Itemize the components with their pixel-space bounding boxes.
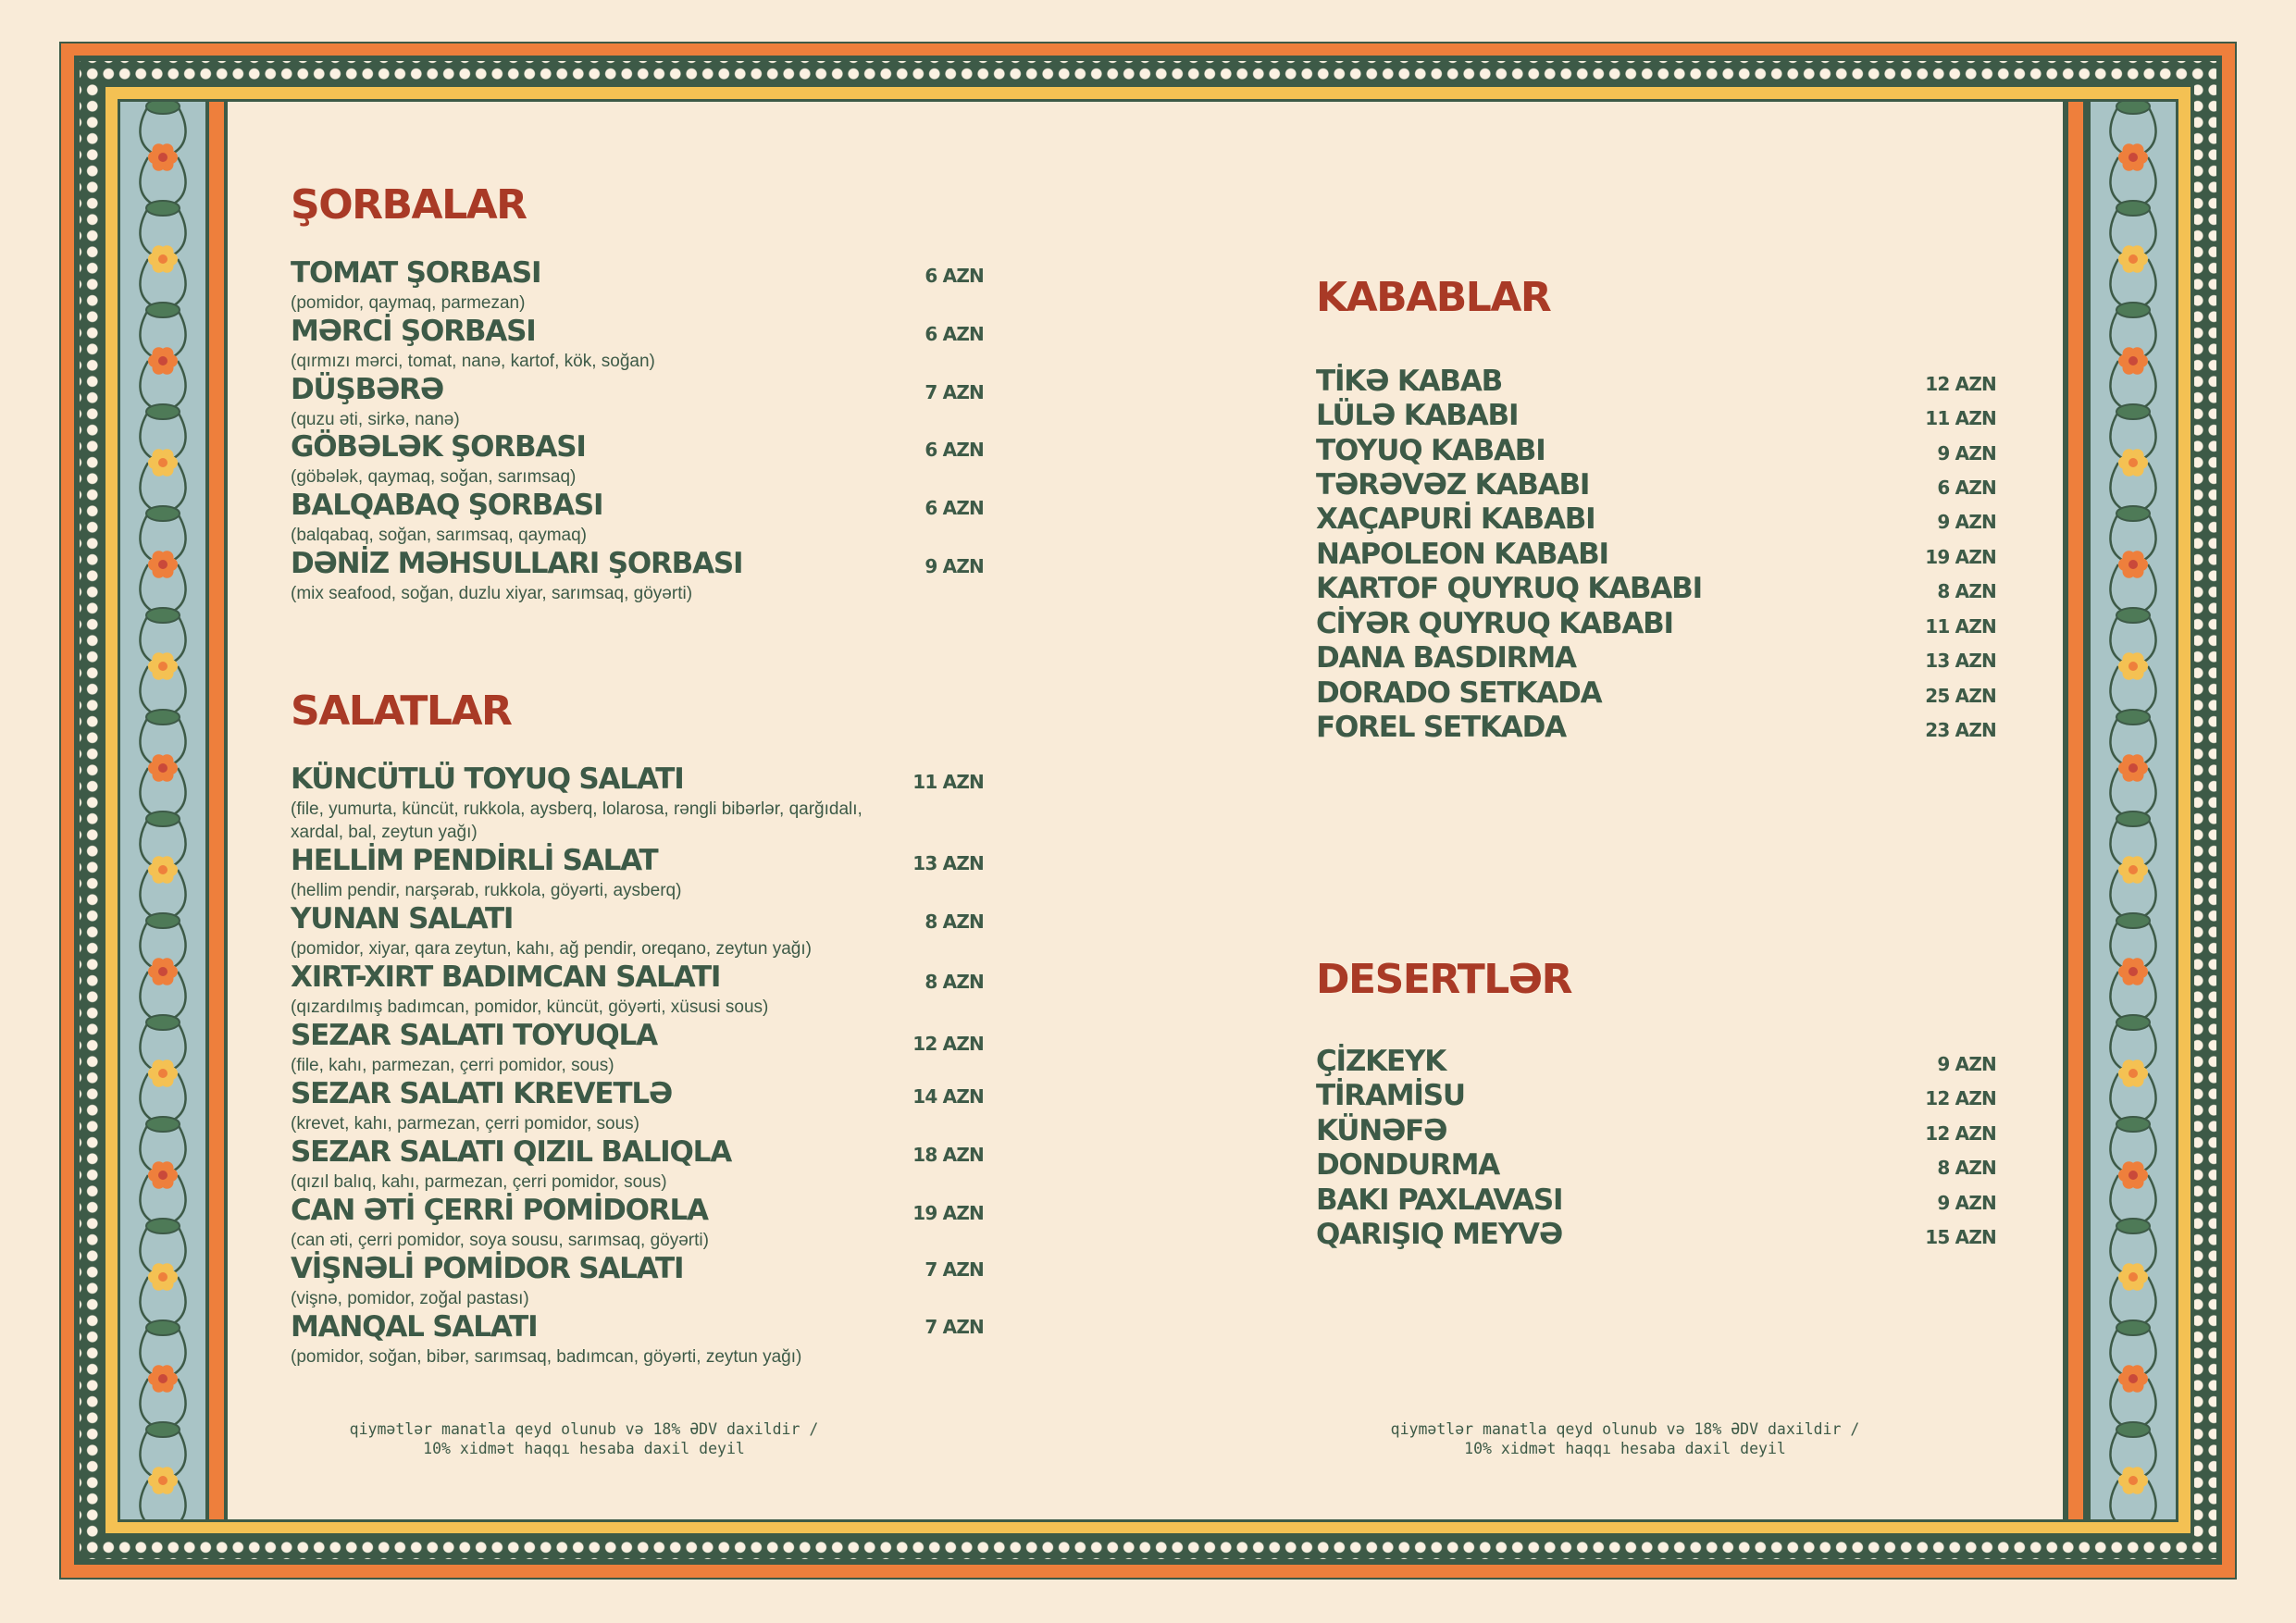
section-title-kebabs: KABABLAR bbox=[1316, 274, 1551, 321]
flower-icon bbox=[2128, 153, 2138, 162]
menu-item-price: 25 AZN bbox=[1925, 685, 1996, 707]
menu-item-name: FOREL SETKADA bbox=[1316, 711, 1566, 744]
menu-item-name: TOMAT ŞORBASI bbox=[291, 256, 541, 290]
menu-item-name: XAÇAPURİ KABABI bbox=[1316, 502, 1595, 536]
menu-item-name: TOYUQ KABABI bbox=[1316, 434, 1545, 467]
menu-item bbox=[291, 1252, 864, 1310]
menu-item-price: 6 AZN bbox=[925, 265, 984, 287]
leaf-icon bbox=[146, 506, 180, 521]
menu-item bbox=[1316, 607, 1871, 640]
menu-item-name: CİYƏR QUYRUQ KABABI bbox=[1316, 607, 1673, 640]
menu-item-description: (qızıl balıq, kahı, parmezan, çerri pomidor, sous) bbox=[291, 1172, 667, 1192]
flower-icon bbox=[158, 560, 168, 569]
menu-item-price: 11 AZN bbox=[1925, 407, 1996, 429]
menu-item-description: (pomidor, xiyar, qara zeytun, kahı, ağ pendir, oreqano, zeytun yağı) bbox=[291, 939, 812, 959]
menu-item bbox=[1316, 399, 1871, 432]
menu-item-price: 23 AZN bbox=[1925, 719, 1996, 741]
menu-item-description: (file, kahı, parmezan, çerri pomidor, sous) bbox=[291, 1056, 614, 1075]
leaf-icon bbox=[146, 913, 180, 928]
leaf-icon bbox=[2116, 1320, 2150, 1335]
flower-icon bbox=[158, 153, 168, 162]
flower-icon bbox=[2128, 1272, 2138, 1282]
menu-item-name: BALQABAQ ŞORBASI bbox=[291, 489, 603, 522]
footer-note-right: qiymətlər manatla qeyd olunub və 18% ƏDV daxildir / 10% xidmət haqqı hesaba daxil deyil bbox=[1390, 1420, 1860, 1457]
menu-item-description: (balqabaq, soğan, sarımsaq, qaymaq) bbox=[291, 526, 588, 545]
flower-icon bbox=[158, 1069, 168, 1078]
leaf-icon bbox=[2116, 102, 2150, 114]
flower-icon bbox=[2128, 865, 2138, 874]
menu-item-name: QARIŞIQ MEYVƏ bbox=[1316, 1218, 1562, 1251]
menu-item-name: LÜLƏ KABABI bbox=[1316, 399, 1519, 432]
menu-item-name: DONDURMA bbox=[1316, 1148, 1500, 1182]
menu-item-price: 13 AZN bbox=[912, 852, 984, 874]
leaf-icon bbox=[146, 812, 180, 826]
menu-item-name: TİKƏ KABAB bbox=[1316, 365, 1503, 398]
leaf-icon bbox=[2116, 404, 2150, 419]
menu-item-name: ÇİZKEYK bbox=[1316, 1045, 1446, 1078]
leaf-icon bbox=[146, 1320, 180, 1335]
menu-item-description: (göbələk, qaymaq, soğan, sarımsaq) bbox=[291, 467, 577, 487]
menu-item-name: VİŞNƏLİ POMİDOR SALATI bbox=[291, 1252, 684, 1285]
leaf-icon bbox=[2116, 1219, 2150, 1233]
flower-icon bbox=[158, 254, 168, 264]
menu-item-description: (qızardılmış badımcan, pomidor, küncüt, göyərti, xüsusi sous) bbox=[291, 997, 769, 1017]
menu-item bbox=[291, 1019, 864, 1077]
flower-icon bbox=[158, 763, 168, 773]
menu-panel bbox=[226, 102, 2065, 1519]
menu-item-price: 7 AZN bbox=[925, 1258, 984, 1281]
menu-item bbox=[1316, 1148, 1871, 1182]
menu-item-name: TİRAMİSU bbox=[1316, 1079, 1465, 1112]
menu-item-price: 8 AZN bbox=[1937, 1157, 1996, 1179]
footer-note-left: qiymətlər manatla qeyd olunub və 18% ƏDV daxildir / 10% xidmət haqqı hesaba daxil deyil bbox=[349, 1420, 819, 1457]
flower-icon bbox=[2128, 458, 2138, 467]
menu-item-name: GÖBƏLƏK ŞORBASI bbox=[291, 430, 586, 464]
flower-icon bbox=[2128, 1374, 2138, 1383]
menu-item bbox=[1316, 468, 1871, 502]
flower-icon bbox=[2128, 1069, 2138, 1078]
leaf-icon bbox=[146, 710, 180, 725]
flower-icon bbox=[158, 662, 168, 671]
menu-item bbox=[1316, 713, 1871, 742]
menu-item bbox=[291, 1310, 864, 1369]
flower-icon bbox=[158, 865, 168, 874]
section-title-desserts: DESERTLƏR bbox=[1316, 956, 1572, 1003]
leaf-icon bbox=[146, 404, 180, 419]
orange-strip-right bbox=[2066, 102, 2085, 1519]
menu-item bbox=[1316, 676, 1871, 710]
menu-item-name: KÜNCÜTLÜ TOYUQ SALATI bbox=[291, 762, 684, 796]
menu-item-price: 8 AZN bbox=[925, 911, 984, 933]
flower-icon bbox=[158, 1374, 168, 1383]
menu-item-description: (quzu əti, sirkə, nanə) bbox=[291, 410, 460, 429]
flower-icon bbox=[2128, 560, 2138, 569]
flower-icon bbox=[2128, 967, 2138, 976]
leaf-icon bbox=[2116, 608, 2150, 623]
menu-item-name: KÜNƏFƏ bbox=[1316, 1114, 1447, 1147]
menu-item-price: 6 AZN bbox=[1937, 477, 1996, 499]
floral-band-left bbox=[120, 102, 205, 1519]
menu-item bbox=[1316, 1220, 1871, 1249]
menu-item-price: 11 AZN bbox=[1925, 615, 1996, 638]
leaf-icon bbox=[146, 1219, 180, 1233]
menu-item bbox=[1316, 641, 1871, 675]
leaf-icon bbox=[146, 303, 180, 317]
menu-item-name: TƏRƏVƏZ KABABI bbox=[1316, 468, 1590, 502]
leaf-icon bbox=[2116, 303, 2150, 317]
menu-item-name: SEZAR SALATI QIZIL BALIQLA bbox=[291, 1135, 732, 1169]
menu-item-price: 19 AZN bbox=[912, 1202, 984, 1224]
menu-item-price: 7 AZN bbox=[925, 381, 984, 403]
leaf-icon bbox=[2116, 913, 2150, 928]
leaf-icon bbox=[2116, 812, 2150, 826]
menu-item-name: DANA BASDIRMA bbox=[1316, 641, 1576, 675]
menu-item-description: (can əti, çerri pomidor, soya sousu, sarımsaq, göyərti) bbox=[291, 1231, 709, 1250]
menu-item-price: 9 AZN bbox=[1937, 1053, 1996, 1075]
menu-item-description: (qırmızı mərci, tomat, nanə, kartof, kök, soğan) bbox=[291, 352, 655, 371]
menu-item-price: 7 AZN bbox=[925, 1316, 984, 1338]
flower-icon bbox=[2128, 254, 2138, 264]
menu-item-price: 12 AZN bbox=[1925, 1087, 1996, 1109]
leaf-icon bbox=[2116, 1015, 2150, 1030]
flower-icon bbox=[2128, 763, 2138, 773]
menu-item bbox=[1316, 1114, 1871, 1147]
menu-item bbox=[291, 1135, 864, 1194]
flower-icon bbox=[158, 356, 168, 365]
menu-item bbox=[1316, 1183, 1871, 1217]
menu-item-name: BAKI PAXLAVASI bbox=[1316, 1183, 1563, 1217]
menu-item bbox=[291, 1077, 864, 1135]
menu-item-name: MANQAL SALATI bbox=[291, 1310, 538, 1344]
menu-item bbox=[1316, 367, 1871, 396]
menu-item bbox=[1316, 502, 1871, 536]
menu-item-price: 9 AZN bbox=[1937, 1192, 1996, 1214]
flower-icon bbox=[2128, 356, 2138, 365]
menu-item-name: CAN ƏTİ ÇERRİ POMİDORLA bbox=[291, 1194, 708, 1227]
leaf-icon bbox=[2116, 1422, 2150, 1437]
leaf-icon bbox=[2116, 710, 2150, 725]
menu-item-price: 12 AZN bbox=[1925, 1122, 1996, 1145]
leaf-icon bbox=[146, 1422, 180, 1437]
menu-item-price: 9 AZN bbox=[1937, 442, 1996, 465]
menu-item-name: MƏRCİ ŞORBASI bbox=[291, 315, 536, 348]
floral-band-right bbox=[2091, 102, 2176, 1519]
menu-item-price: 6 AZN bbox=[925, 323, 984, 345]
menu-item-name: SEZAR SALATI KREVETLƏ bbox=[291, 1077, 673, 1110]
menu-item bbox=[1316, 1047, 1871, 1076]
menu-item bbox=[1316, 540, 1871, 569]
menu-item-price: 6 AZN bbox=[925, 439, 984, 461]
flower-icon bbox=[158, 1171, 168, 1180]
menu-item-price: 18 AZN bbox=[912, 1144, 984, 1166]
leaf-icon bbox=[2116, 201, 2150, 216]
menu-item-description: (pomidor, qaymaq, parmezan) bbox=[291, 293, 526, 313]
leaf-icon bbox=[146, 102, 180, 114]
menu-item-name: DƏNİZ MƏHSULLARI ŞORBASI bbox=[291, 547, 743, 580]
menu-item-name: NAPOLEON KABABI bbox=[1316, 538, 1608, 571]
menu-item-description: (file, yumurta, küncüt, rukkola, aysberq, lolarosa, rəngli bibərlər, qarğıdalı, xardal, bal, zeytun yağı) bbox=[291, 799, 863, 842]
flower-icon bbox=[2128, 1476, 2138, 1485]
menu-item bbox=[291, 1196, 864, 1252]
leaf-icon bbox=[146, 1015, 180, 1030]
section-title-salads: SALATLAR bbox=[291, 688, 512, 735]
menu-item bbox=[291, 844, 864, 902]
menu-item-price: 8 AZN bbox=[925, 971, 984, 993]
section-title-soups: ŞORBALAR bbox=[291, 181, 527, 229]
menu-item-description: (vişnə, pomidor, zoğal pastası) bbox=[291, 1289, 529, 1308]
leaf-icon bbox=[146, 608, 180, 623]
leaf-icon bbox=[2116, 1117, 2150, 1132]
menu-item-price: 13 AZN bbox=[1925, 650, 1996, 672]
menu-item-price: 14 AZN bbox=[912, 1085, 984, 1108]
menu-item bbox=[1316, 434, 1871, 467]
flower-icon bbox=[158, 458, 168, 467]
menu-item-description: (mix seafood, soğan, duzlu xiyar, sarımsaq, göyərti) bbox=[291, 584, 693, 603]
menu-item-name: DORADO SETKADA bbox=[1316, 676, 1602, 710]
flower-icon bbox=[2128, 1171, 2138, 1180]
flower-icon bbox=[2128, 662, 2138, 671]
menu-item-price: 9 AZN bbox=[925, 555, 984, 577]
orange-strip-left bbox=[207, 102, 226, 1519]
menu-item-price: 9 AZN bbox=[1937, 511, 1996, 533]
leaf-icon bbox=[2116, 506, 2150, 521]
leaf-icon bbox=[146, 201, 180, 216]
menu-item-price: 8 AZN bbox=[1937, 580, 1996, 602]
flower-icon bbox=[158, 1272, 168, 1282]
menu-item-name: DÜŞBƏRƏ bbox=[291, 373, 443, 406]
menu-item-price: 12 AZN bbox=[912, 1033, 984, 1055]
menu-item-description: (krevet, kahı, parmezan, çerri pomidor, sous) bbox=[291, 1114, 639, 1134]
menu-item-price: 12 AZN bbox=[1925, 373, 1996, 395]
flower-icon bbox=[158, 1476, 168, 1485]
leaf-icon bbox=[146, 1117, 180, 1132]
menu-item-name: KARTOF QUYRUQ KABABI bbox=[1316, 572, 1702, 605]
menu-item bbox=[291, 960, 864, 1019]
menu-item-price: 6 AZN bbox=[925, 497, 984, 519]
menu-item-description: (hellim pendir, narşərab, rukkola, göyərti, aysberq) bbox=[291, 881, 682, 900]
menu-item-description: (pomidor, soğan, bibər, sarımsaq, badımcan, göyərti, zeytun yağı) bbox=[291, 1347, 802, 1367]
menu-item-price: 15 AZN bbox=[1925, 1226, 1996, 1248]
menu-item-price: 11 AZN bbox=[912, 771, 984, 793]
menu-item bbox=[1316, 1079, 1871, 1112]
menu-item-price: 19 AZN bbox=[1925, 546, 1996, 568]
menu-item-name: YUNAN SALATI bbox=[291, 902, 514, 935]
flower-icon bbox=[158, 967, 168, 976]
menu-item-name: SEZAR SALATI TOYUQLA bbox=[291, 1019, 657, 1052]
menu-item bbox=[1316, 572, 1871, 605]
menu-item-name: XIRT-XIRT BADIMCAN SALATI bbox=[291, 960, 721, 994]
menu-item bbox=[291, 902, 864, 960]
menu-item-name: HELLİM PENDİRLİ SALAT bbox=[291, 844, 658, 877]
menu-item bbox=[291, 762, 864, 844]
